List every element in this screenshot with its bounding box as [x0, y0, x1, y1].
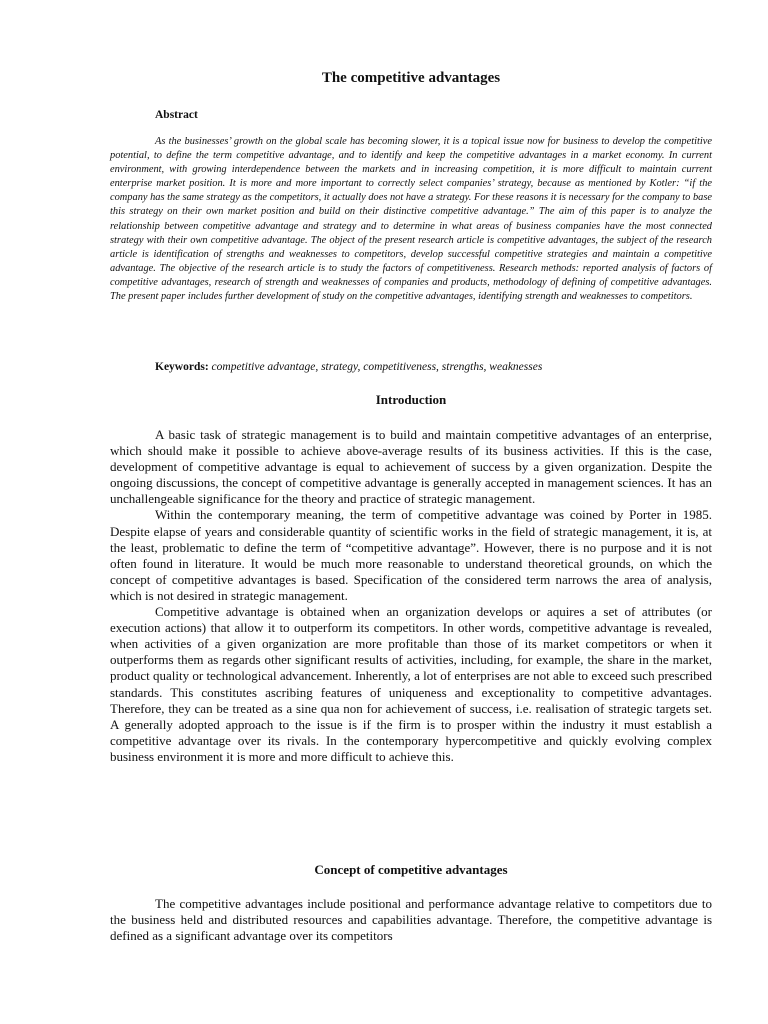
concept-paragraph: The competitive advantages include positional and performance advantage relative to competitors due to the business held and distributed resources and capabilities advantage. Therefore, the competitive advantage is defined as a significant advantage over its competitors: [110, 896, 712, 944]
introduction-heading: Introduction: [375, 392, 447, 407]
abstract-text: As the businesses’ growth on the global scale has becoming slower, it is a topical issue now for business to develop the competitive potential, to define the term competitive advantage, and to identify and keep the competitive advantages in a market economy. In current environment, with growing interdependence between the markets and in increasing competition, it is more difficult to maintain current enterprise market position. It is more and more important to correctly select companies’ strategy, because as mentioned by Kotler: “if the company has the same strategy as the competitors, it actually does not have a strategy. For these reasons it is necessary for the company to base this strategy on their own market position and build on their distinctive competitive advantage.” The aim of this paper is to analyze the relationship between competitive advantage and strategy and to determine in what areas of business companies have the most connected strategy with their own competitive advantage. The object of the present research article is competitive advantages, the subject of the research article is identification of strengths and weaknesses to competitors, develop successful competitive strategies and maintain a competitive advantage. The objective of the research article is to study the factors of competitiveness. Research methods: reported analysis of factors of competitive advantages, research of strength and weaknesses of companies and products, methodology of defining of competitive advantages. The present paper includes further development of study on the competitive advantages, identifying strength and weaknesses to competitors.: [110, 136, 712, 303]
introduction-paragraph: A basic task of strategic management is to build and maintain competitive advantages of an enterprise, which should make it possible to achieve above-average results of its business activities. If this is the case, development of competitive advantage is equal to achievement of success by a given organization. Despite the ongoing discussions, the concept of competitive advantage is generally accepted in management sciences. It has an unchallengeable significance for the theory and practice of strategic management.: [110, 427, 712, 507]
keywords-text: competitive advantage, strategy, competitiveness, strengths, weaknesses: [211, 361, 543, 373]
introduction-paragraph: Within the contemporary meaning, the term of competitive advantage was coined by Porter in 1985. Despite elapse of years and considerable quantity of scientific works in the field of strategic management, it is, at the least, problematic to define the term of “competitive advantage”. However, there is no purpose and it is not often found in literature. It would be much more reasonable to understand theoretical grounds, on which the concept of competitive advantages is based. Specification of the considered term narrows the area of analysis, which is not desired in strategic management.: [110, 507, 712, 603]
keywords-label: Keywords:: [155, 361, 209, 373]
keywords-line: [155, 360, 712, 374]
introduction-paragraph: Competitive advantage is obtained when an organization develops or aquires a set of attributes (or execution actions) that allow it to outperform its competitors. In other words, competitive advantage is revealed, when activities of a given organization are more profitable than those of its market competitors or when it outperforms them as regards other significant results of activities, including, for example, the share in the market, product quality or technological advancement. Inherently, a lot of enterprises are not able to exceed such prescribed standards. This constitutes ascribing features of uniqueness and exceptionality to competitive advantages. Therefore, they can be treated as a sine qua non for achievement of success, i.e. realisation of strategic targets set. A generally adopted approach to the issue is if the firm is to prosper within the industry it must establish a competitive advantage over its rivals. In the contemporary hypercompetitive and quickly evolving complex business environment it is more and more difficult to achieve this.: [110, 604, 712, 764]
introduction-body: [110, 427, 712, 765]
concept-body: [110, 896, 712, 944]
concept-heading: Concept of competitive advantages: [314, 862, 508, 877]
abstract-heading: Abstract: [155, 109, 198, 121]
document-title: The competitive advantages: [321, 70, 501, 86]
